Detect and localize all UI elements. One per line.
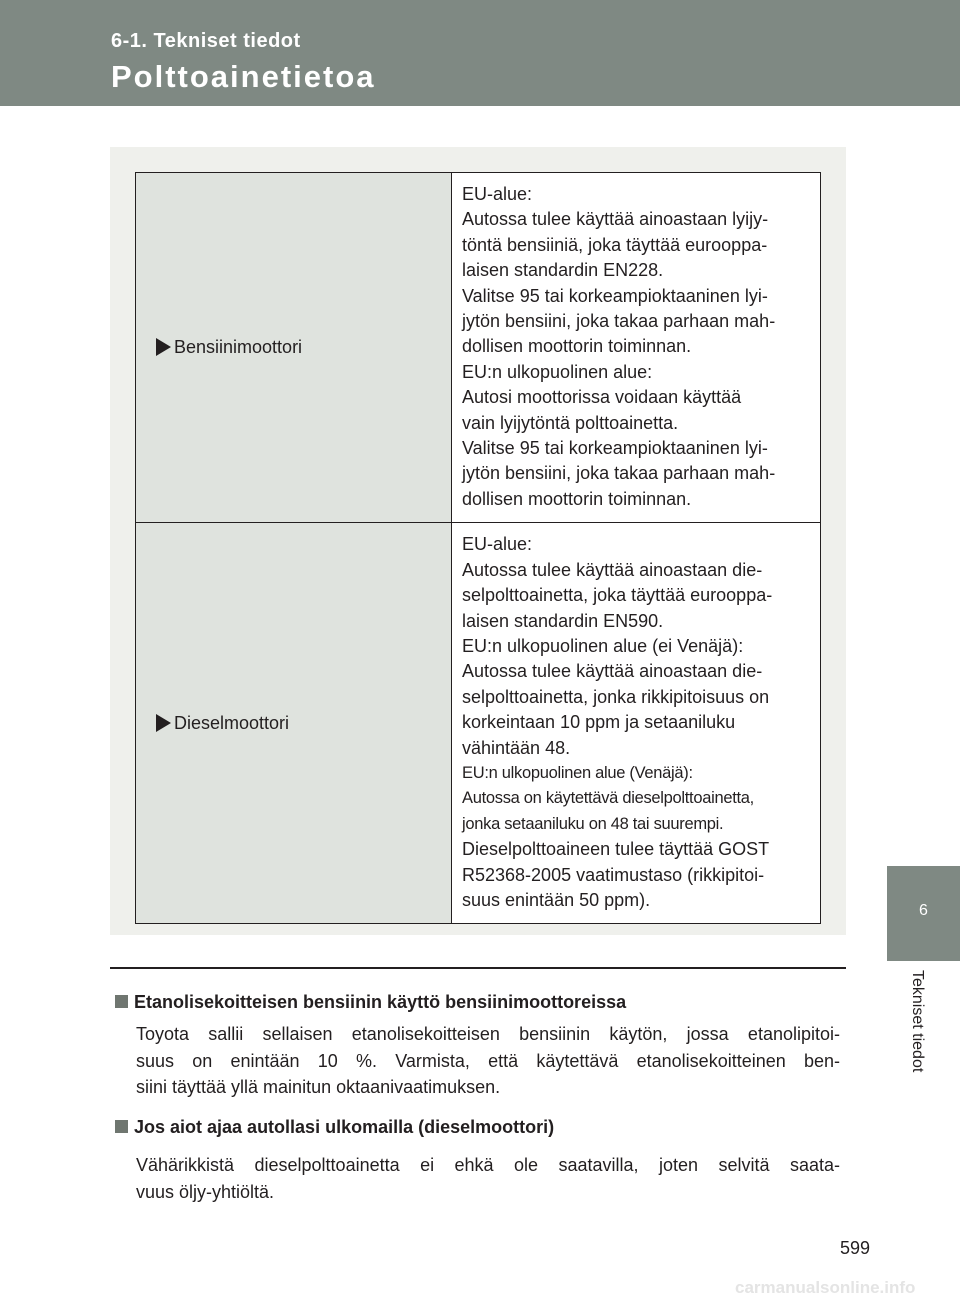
fuel-requirement-cell: [452, 523, 821, 924]
section-heading-text: Jos aiot ajaa autollasi ulkomailla (dieselmoottori): [134, 1117, 555, 1137]
section-label: 6-1. Tekniset tiedot: [111, 30, 301, 52]
text-line: selpolttoainetta, jonka rikkipitoisuus on: [462, 686, 770, 707]
text-line: jytön bensiini, joka takaa parhaan mah-: [462, 463, 776, 484]
text-line: suus enintään 50 ppm).: [462, 889, 651, 910]
text-line: dollisen moottorin toiminnan.: [462, 488, 692, 509]
text-line: EU-alue:: [462, 184, 533, 204]
section-heading-text: Etanolisekoitteisen bensiinin käyttö bensiinimoottoreissa: [134, 992, 627, 1012]
text-line: EU:n ulkopuolinen alue (ei Venäjä):: [462, 635, 744, 656]
text-line: EU:n ulkopuolinen alue:: [462, 361, 653, 382]
fuel-requirement-cell: [452, 173, 821, 523]
page-number: 599: [840, 1238, 871, 1258]
page-title: Polttoainetietoa: [111, 59, 376, 94]
text-line: Autossa tulee käyttää ainoastaan die-: [462, 661, 763, 682]
text-line: EU-alue:: [462, 534, 533, 555]
arrow-right-icon: [156, 714, 171, 732]
table-row: [136, 173, 821, 523]
text-line: Valitse 95 tai korkeampioktaaninen lyi-: [462, 285, 768, 306]
text-line: Dieselpolttoaineen tulee täyttää GOST: [462, 839, 770, 860]
paragraph-line: vuus öljy-yhtiöltä.: [136, 1181, 275, 1202]
table-row: [136, 523, 821, 924]
chapter-tab[interactable]: [887, 866, 960, 961]
chapter-side-label-text: Tekniset tiedot: [909, 970, 926, 1073]
text-line: R52368-2005 vaatimustaso (rikkipitoi-: [462, 864, 765, 885]
arrow-right-icon: [156, 338, 171, 356]
paragraph-line: siini täyttää yllä mainitun oktaanivaatimuksen.: [136, 1077, 501, 1097]
text-line: jytön bensiini, joka takaa parhaan mah-: [462, 311, 776, 332]
engine-type-label: Bensiinimoottori: [174, 337, 303, 358]
text-line: Valitse 95 tai korkeampioktaaninen lyi-: [462, 438, 768, 459]
watermark: carmanualsonline.info: [735, 1278, 916, 1297]
paragraph-line: Vähärikkistä dieselpolttoainetta ei ehkä ole saatavilla, joten selvitä saata-: [136, 1155, 840, 1175]
fuel-table: [135, 172, 821, 924]
section-divider: [110, 967, 846, 969]
text-line: vain lyijytöntä polttoainetta.: [462, 412, 679, 433]
section-heading: [115, 992, 626, 1013]
text-line: laisen standardin EN590.: [462, 610, 664, 631]
paragraph-line: Toyota sallii sellaisen etanolisekoitteisen bensiinin käytön, jossa etanolipitoi-: [136, 1024, 840, 1044]
text-line: Autosi moottorissa voidaan käyttää: [462, 387, 742, 408]
section-paragraph: [136, 1021, 840, 1101]
chapter-side-label: [906, 970, 946, 1110]
section-heading: [115, 1117, 554, 1138]
text-line: töntä bensiiniä, joka täyttää eurooppa-: [462, 234, 768, 255]
text-line: laisen standardin EN228.: [462, 260, 664, 281]
text-line: selpolttoainetta, joka täyttää eurooppa-: [462, 585, 773, 606]
chapter-number: 6: [919, 902, 928, 919]
text-line: dollisen moottorin toiminnan.: [462, 336, 692, 357]
engine-type-label: Dieselmoottori: [174, 712, 290, 733]
text-line: EU:n ulkopuolinen alue (Venäjä):: [462, 763, 693, 782]
text-line: korkeintaan 10 ppm ja setaaniluku: [462, 712, 736, 733]
engine-type-cell: [136, 523, 452, 924]
text-line: Autossa tulee käyttää ainoastaan die-: [462, 559, 763, 580]
text-line: vähintään 48.: [462, 737, 571, 758]
engine-type-cell: [136, 173, 452, 523]
text-line: jonka setaaniluku on 48 tai suurempi.: [462, 814, 724, 833]
page-header: [0, 0, 960, 106]
text-line: Autossa tulee käyttää ainoastaan lyijy-: [462, 209, 769, 230]
text-line: Autossa on käytettävä dieselpolttoainetta,: [462, 789, 754, 808]
section-paragraph: [136, 1152, 840, 1205]
square-bullet-icon: [115, 995, 128, 1008]
paragraph-line: suus on enintään 10 %. Varmista, että käytettävä etanolisekoitteinen ben-: [136, 1050, 840, 1071]
square-bullet-icon: [115, 1120, 128, 1133]
